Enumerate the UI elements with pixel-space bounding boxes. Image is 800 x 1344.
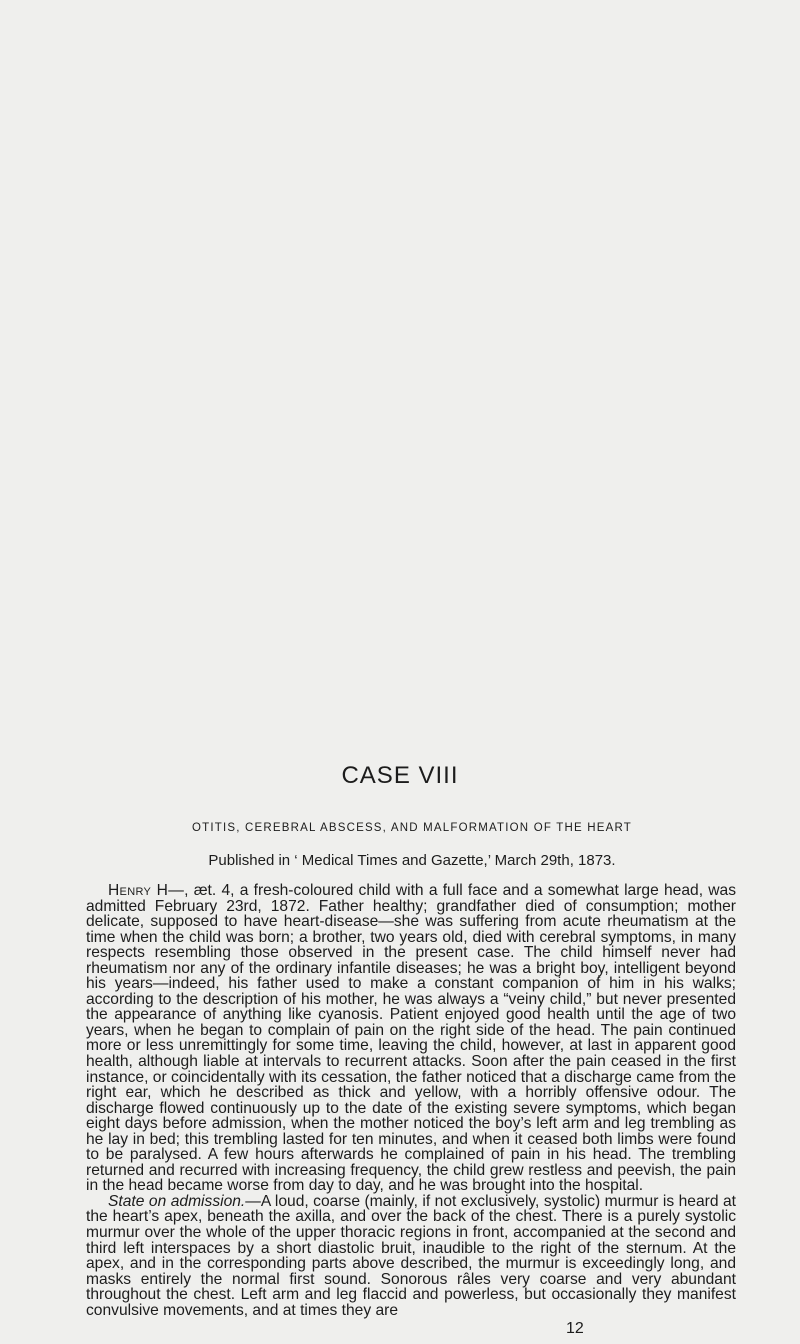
admission-text: —A loud, coarse (mainly, if not exclusively, systolic) murmur is heard at the heart’s apex, beneath the axilla, and over the back of the chest. There is a purely systolic murmur over the whole of the upper thoracic regions in front, accompanied at the second and third left interspaces by a short diastolic bruit, inaudible to the right of the sternum. At the apex, and in the corresponding parts above described, the murmur is exceedingly long, and masks entirely the normal first sound. Sonorous râles very coarse and very abundant throughout the chest. Left arm and leg flaccid and powerless, but occasionally they manifest convulsive movements, and at times they are	[86, 1192, 736, 1319]
patient-name: Henry H—	[108, 882, 185, 899]
case-subtitle: OTITIS, CEREBRAL ABSCESS, AND MALFORMATION OF THE HEART	[191, 822, 633, 834]
admission-heading: State on admission.	[108, 1192, 246, 1210]
history-paragraph	[86, 883, 736, 1194]
case-body	[86, 883, 736, 1318]
history-text: , æt. 4, a fresh-coloured child with a full face and a somewhat large head, was admitted February 23rd, 1872. Father healthy; grandfather died of consumption; mother delicate, supposed to have heart-disease—she was suffering from acute rheumatism at the time when the child was born; a brother, two years old, died with cerebral symptoms, in many respects resembling those observed in the present case. The child himself never had rheumatism nor any of the ordinary infantile diseases; he was a bright boy, intelligent beyond his years—indeed, his father used to make a constant companion of him in his walks; according to the description of his mother, he was always a “veiny child,” but never presented the appearance of anything like cyanosis. Patient enjoyed good health until the age of two years, when he began to complain of pain on the right side of the head. The pain continued more or less unremittingly for some time, leaving the child, however, at last in apparent good health, although liable at intervals to recurrent attacks. Soon after the pain ceased in the first instance, or coincidentally with its cessation, the father noticed that a discharge came from the right ear, which he described as thick and yellow, with a horribly offensive odour. The discharge flowed continuously up to the date of the existing severe symptoms, which began eight days before admission, when the mother noticed the boy’s left arm and leg trembling as he lay in bed; this trembling lasted for ten minutes, and when it ceased both limbs were found to be paralysed. A few hours afterwards he complained of pain in his head. The trembling returned and recurred with increasing frequency, the child grew restless and peevish, the pain in the head became worse from day to day, and he was brought into the hospital.	[86, 882, 736, 1195]
publication-line: Published in ‘ Medical Times and Gazette,’ March 29th, 1873.	[208, 852, 616, 869]
admission-paragraph	[86, 1194, 736, 1318]
case-title: CASE VIII	[341, 762, 459, 789]
page-number: 12	[566, 1320, 584, 1337]
